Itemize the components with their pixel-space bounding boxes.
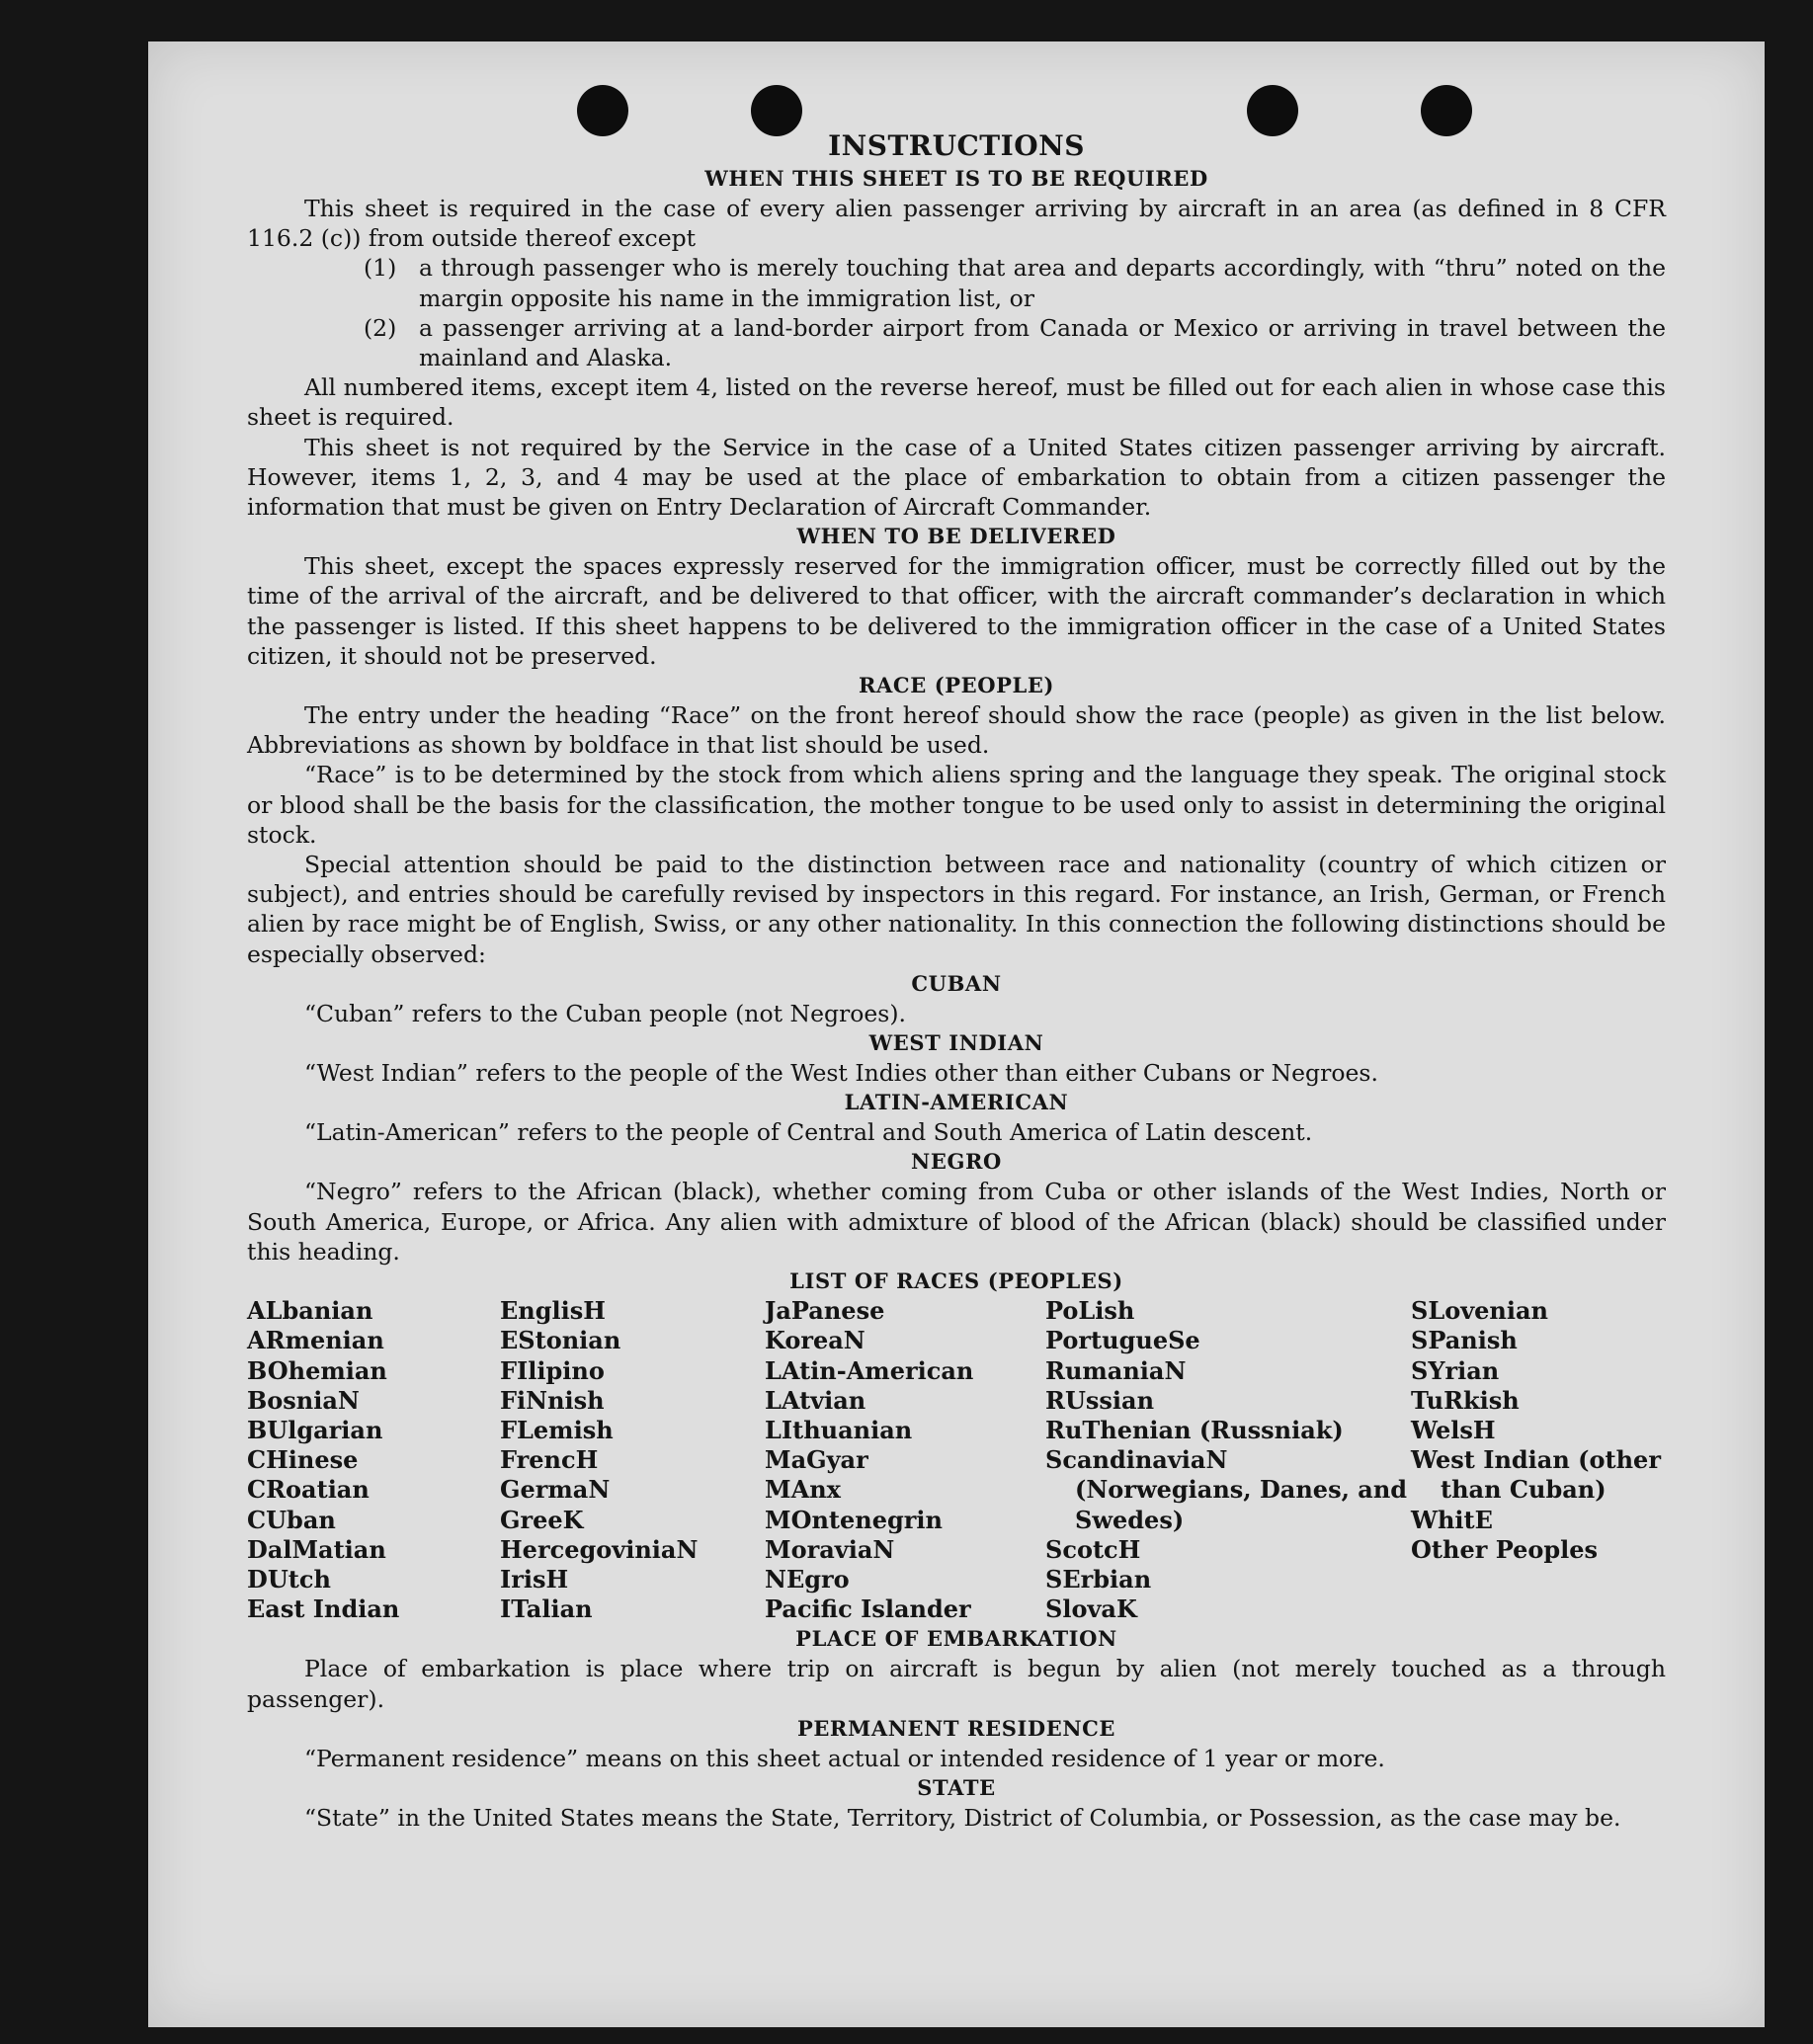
race-entry: CUban <box>247 1505 336 1534</box>
races-column-1 <box>247 1296 500 1624</box>
race-entry: CRoatian <box>247 1475 370 1505</box>
race-entry: PortugueSe <box>1045 1326 1200 1355</box>
section-heading-residence: PERMANENT RESIDENCE <box>796 1715 1116 1741</box>
race-entry: LAtvian <box>765 1385 866 1415</box>
race-entry: KoreaN <box>765 1326 865 1355</box>
section-heading-cuban: CUBAN <box>911 970 1002 996</box>
race-entry: IrisH <box>500 1564 569 1594</box>
required-para-3: This sheet is not required by the Service in the case of a United States citizen passenger arriving by aircraft. However, items 1, 2, 3, and 4 may be used at the place of embarkation to obtain from a citizen passenger the information that must be given on Entry Declaration of Aircraft Commander. <box>247 433 1666 522</box>
item-text: a through passenger who is merely touching that area and departs accordingly, with “thru” noted on the margin opposite his name in the immigration list, or <box>419 254 1666 312</box>
item-number: (2) <box>364 313 397 342</box>
race-entry: CHinese <box>247 1445 359 1475</box>
race-entry: TuRkish <box>1411 1385 1520 1415</box>
race-entry: DalMatian <box>247 1534 386 1564</box>
negro-text: “Negro” refers to the African (black), whether coming from Cuba or other islands of the West Indies, North or South America, Europe, or Africa. Any alien with admixture of blood of the African (black) should be classified under this heading. <box>247 1178 1666 1266</box>
race-entry: FLemish <box>500 1415 614 1444</box>
race-entry: SYrian <box>1411 1355 1500 1385</box>
section-heading-state: STATE <box>917 1774 996 1800</box>
race-entry: RuThenian (Russniak) <box>1045 1415 1344 1444</box>
race-entry: FrencH <box>500 1445 599 1475</box>
document-page <box>148 41 1765 2027</box>
section-heading-negro: NEGRO <box>911 1149 1002 1175</box>
cuban-text: “Cuban” refers to the Cuban people (not Negroes). <box>304 999 907 1027</box>
required-para-2: All numbered items, except item 4, listed on the reverse hereof, must be filled out for each alien in whose case this sheet is required. <box>247 373 1666 432</box>
section-heading-required: WHEN THIS SHEET IS TO BE REQUIRED <box>704 166 1208 191</box>
race-entry: BUlgarian <box>247 1415 383 1444</box>
race-entry: SErbian <box>1045 1564 1152 1594</box>
race-entry: WelsH <box>1411 1415 1496 1444</box>
race-entry: GermaN <box>500 1475 611 1505</box>
state-text: “State” in the United States means the State, Territory, District of Columbia, or Possession, as the case may be. <box>304 1803 1621 1832</box>
race-entry: MOntenegrin <box>765 1505 943 1534</box>
instructions-body <box>247 128 1666 1833</box>
race-para-3: Special attention should be paid to the distinction between race and nationality (country of which citizen or subject), and entries should be carefully revised by inspectors in this regard. For instance, an Irish, German, or French alien by race might be of English, Swiss, or any other nationality. In this connection the following distinctions should be especially observed: <box>247 851 1666 968</box>
race-entry: ITalian <box>500 1594 593 1624</box>
races-column-5 <box>1411 1296 1666 1624</box>
latin-american-text: “Latin-American” refers to the people of Central and South America of Latin descent. <box>304 1118 1313 1147</box>
race-entry: East Indian <box>247 1594 400 1624</box>
race-entry: SlovaK <box>1045 1594 1137 1624</box>
item-number: (1) <box>364 254 397 283</box>
race-entry: MoraviaN <box>765 1534 895 1564</box>
races-column-4 <box>1045 1296 1411 1624</box>
race-entry: EnglisH <box>500 1296 606 1326</box>
race-entry: JaPanese <box>765 1296 885 1326</box>
section-heading-delivered: WHEN TO BE DELIVERED <box>796 524 1116 549</box>
delivered-text: This sheet, except the spaces expressly reserved for the immigration officer, must be correctly filled out by the time of the arrival of the aircraft, and be delivered to that officer, with the aircraft commander’s declaration in which the passenger is listed. If this sheet happens to be delivered to the immigration officer in the case of a United States citizen, it should not be preserved. <box>247 552 1666 670</box>
section-heading-west-indian: WEST INDIAN <box>868 1030 1044 1056</box>
race-entry: WhitE <box>1411 1505 1493 1534</box>
race-entry: ARmenian <box>247 1326 384 1355</box>
race-entry: MaGyar <box>765 1445 868 1475</box>
races-list <box>247 1296 1666 1624</box>
race-entry: ALbanian <box>247 1296 373 1326</box>
exception-item-1 <box>364 253 1666 312</box>
race-entry: RumaniaN <box>1045 1355 1187 1385</box>
section-heading-latin-american: LATIN-AMERICAN <box>844 1090 1069 1115</box>
embarkation-text: Place of embarkation is place where trip on aircraft is begun by alien (not merely touched as a through passenger). <box>247 1655 1666 1713</box>
item-text: a passenger arriving at a land-border airport from Canada or Mexico or arriving in travel between the mainland and Alaska. <box>419 313 1666 372</box>
race-entry: PoLish <box>1045 1296 1135 1326</box>
races-column-3 <box>765 1296 1045 1624</box>
exception-item-2 <box>364 313 1666 372</box>
race-entry: GreeK <box>500 1505 584 1534</box>
required-intro: This sheet is required in the case of every alien passenger arriving by aircraft in an area (as defined in 8 CFR 116.2 (c)) from outside thereof except <box>247 195 1666 253</box>
race-entry: MAnx <box>765 1475 841 1505</box>
section-heading-races-list: LIST OF RACES (PEOPLES) <box>789 1268 1123 1294</box>
race-entry: HercegoviniaN <box>500 1534 699 1564</box>
west-indian-text: “West Indian” refers to the people of the West Indies other than either Cubans or Negroes. <box>304 1059 1378 1088</box>
race-para-2: “Race” is to be determined by the stock from which aliens spring and the language they speak. The original stock or blood shall be the basis for the classification, the mother tongue to be used only to assist in determining the original stock. <box>247 761 1666 849</box>
race-entry: Pacific Islander <box>765 1594 971 1624</box>
race-entry: NEgro <box>765 1564 850 1594</box>
section-heading-embarkation: PLACE OF EMBARKATION <box>795 1626 1117 1652</box>
race-entry: BosniaN <box>247 1385 360 1415</box>
race-para-1: The entry under the heading “Race” on the front hereof should show the race (people) as given in the list below. Abbreviations as shown by boldface in that list should be used. <box>247 701 1666 760</box>
race-entry: DUtch <box>247 1564 331 1594</box>
race-entry: LIthuanian <box>765 1415 913 1444</box>
race-entry: LAtin-American <box>765 1355 974 1385</box>
race-entry: ScandinaviaN (Norwegians, Danes, and Swedes) <box>1045 1445 1408 1534</box>
race-entry: EStonian <box>500 1326 621 1355</box>
race-entry: RUssian <box>1045 1385 1155 1415</box>
race-entry: ScotcH <box>1045 1534 1141 1564</box>
races-column-2 <box>500 1296 765 1624</box>
race-entry: SLovenian <box>1411 1296 1548 1326</box>
section-heading-race: RACE (PEOPLE) <box>858 673 1055 698</box>
race-entry: Other Peoples <box>1411 1534 1599 1564</box>
race-entry: West Indian (other than Cuban) <box>1411 1445 1661 1505</box>
race-entry: FIlipino <box>500 1355 605 1385</box>
race-entry: FiNnish <box>500 1385 605 1415</box>
page-title: INSTRUCTIONS <box>828 129 1085 162</box>
race-entry: SPanish <box>1411 1326 1518 1355</box>
race-entry: BOhemian <box>247 1355 387 1385</box>
residence-text: “Permanent residence” means on this sheet actual or intended residence of 1 year or more. <box>304 1744 1385 1772</box>
